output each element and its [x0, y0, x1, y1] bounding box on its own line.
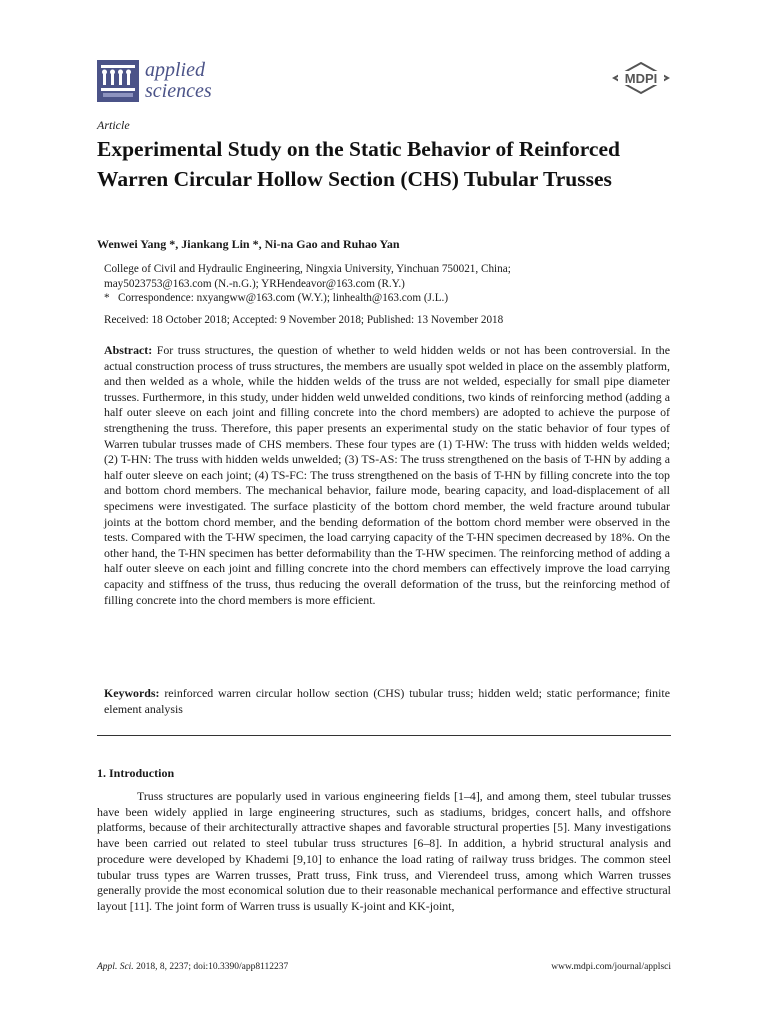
section-heading: 1. Introduction	[97, 766, 175, 780]
correspondence-marker: *	[104, 292, 110, 305]
abstract	[104, 343, 670, 608]
journal-name-line1: applied	[145, 59, 205, 81]
author-list: Wenwei Yang *, Jiankang Lin *, Ni-na Gao and Ruhao Yan	[97, 237, 400, 251]
affiliations	[104, 262, 674, 306]
keywords-label: Keywords:	[104, 686, 160, 700]
correspondence-line	[104, 291, 674, 306]
email-links[interactable]: may5023753@163.com (N.-n.G.); YRHendeavor@163.com (R.Y.)	[104, 277, 405, 290]
journal-mark-icon	[97, 60, 139, 102]
introduction-text: Truss structures are popularly used in various engineering fields [1–4], and among them, steel tubular trusses have been widely applied in large engineering structures, such as stadiums, bridges, concert halls, and offshore platforms, because of their architecturally attractive shapes and favorable structural properties [5]. Many investigations have been carried out related to steel tubular truss structures [6–8]. In addition, a hybrid structural analysis and procedure were developed by Khademi [9,10] to enhance the load rating of railway truss bridges. The common steel tubular truss types are Warren trusses, Pratt truss, Fink truss, and Vierendeel truss, among which Warren trusses generally provide the most economical solution due to their reasonable mechanical performance and effective structural layout [11]. The joint form of Warren truss is usually K-joint and KK-joint,	[97, 789, 671, 913]
journal-abbrev: Appl. Sci.	[97, 962, 134, 972]
journal-name-line2: sciences	[145, 80, 212, 102]
keywords-text: reinforced warren circular hollow section (CHS) tubular truss; hidden weld; static performance; finite element analysis	[104, 686, 670, 716]
publication-dates: Received: 18 October 2018; Accepted: 9 November 2018; Published: 13 November 2018	[104, 314, 504, 326]
section-divider	[97, 735, 671, 736]
affiliation-emails	[104, 277, 674, 292]
correspondence-text[interactable]: Correspondence: nxyangww@163.com (W.Y.); linhealth@163.com (J.L.)	[118, 292, 449, 305]
abstract-label: Abstract:	[104, 343, 153, 357]
journal-logo[interactable]	[97, 60, 212, 102]
footer-url[interactable]: www.mdpi.com/journal/applsci	[551, 962, 671, 972]
affiliation-line: College of Civil and Hydraulic Engineering, Ningxia University, Yinchuan 750021, China;	[104, 263, 511, 275]
abstract-text: For truss structures, the question of whether to weld hidden welds or not has been controversial. In the actual construction process of truss structures, the members are usually spot welded in place on the assembly platform, and then welded as a whole, while the hidden welds of the truss are not welded, especially for small pipe diameter trusses. Furthermore, in this study, under hidden weld unwelded conditions, two kinds of reinforcing method (adding a half outer sleeve on each joint and filling concrete into the chord members) are adopted to achieve the purpose of strengthening the truss. Therefore, this paper presents an experimental study on the static behavior of four types of Warren tubular trusses made of CHS members. These four types are (1) T-HW: The truss with hidden welds welded; (2) T-HN: The truss with hidden welds unwelded; (3) TS-AS: The truss strengthened on the basis of T-HN by adding a half outer sleeve on each joint; (4) TS-FC: The truss strengthened on the basis of T-HN by filling concrete into the top and bottom chord members. The mechanical behavior, failure mode, bearing capacity, and load-displacement of all specimens were investigated. The surface plasticity of the bottom chord member, the weld fracture around tubular joints at the bottom chord member, and the bending deformation of the bottom chord member were observed in the tests. Compared with the T-HW specimen, the load carrying capacity of the T-HN specimen decreased by 18%. On the other hand, the T-HN specimen has better deformability than the T-HW specimen. The reinforcing method of adding a half outer sleeve on each joint and filling concrete into the chord members can effectively improve the load carrying capacity and stiffness of the truss, thus reducing the overall deformation of the truss, but the reinforcing method of filling concrete into the chord members is more efficient.	[104, 343, 670, 607]
publisher-name: MDPI	[624, 71, 658, 86]
keywords	[104, 686, 670, 717]
paper-title: Experimental Study on the Static Behavior of Reinforced Warren Circular Hollow Section (CHS) Tubular Trusses	[97, 137, 620, 191]
mdpi-logo-icon[interactable]	[612, 62, 670, 96]
footer-citation	[97, 962, 288, 972]
article-type: Article	[97, 118, 130, 132]
journal-name	[145, 60, 212, 102]
citation-text[interactable]: 2018, 8, 2237; doi:10.3390/app8112237	[133, 962, 289, 972]
